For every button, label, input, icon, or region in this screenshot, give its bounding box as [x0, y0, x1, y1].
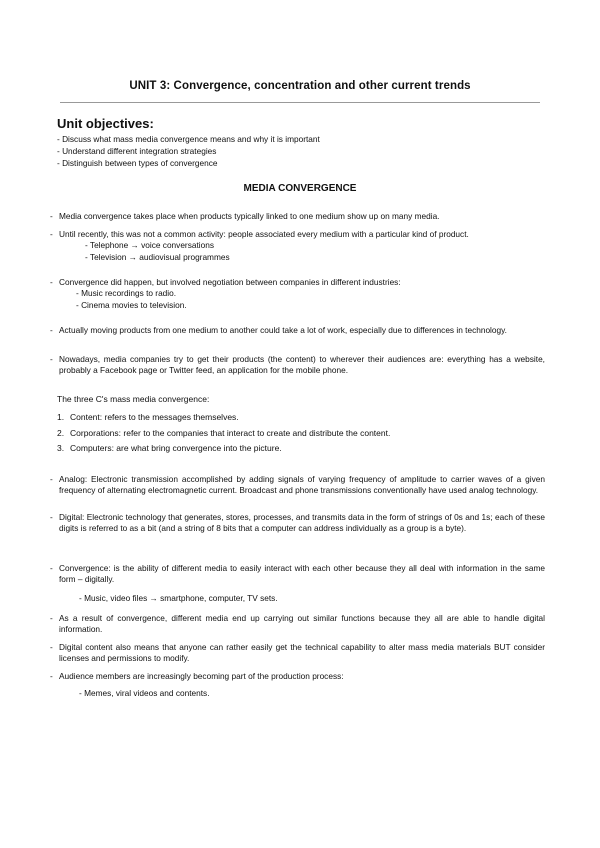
bullet-text: - Convergence did happen, but involved negotiation between companies in different industries:	[50, 277, 545, 288]
numbered-item	[57, 426, 390, 442]
bullet-text: - Digital: Electronic technology that generates, stores, processes, and transmits data in the form of strings of 0s and 1s; each of these digits is referred to as a bit (and a string of 8 bits that a computer can address individually as a group is a byte).	[50, 512, 545, 534]
bullet-block	[50, 671, 545, 700]
sub-bullet: - Music, video files → smartphone, computer, TV sets.	[79, 593, 278, 603]
item-number: 3.	[57, 443, 65, 453]
bullet-text: - Convergence: is the ability of different media to easily interact with each other because they all deal with information in the same form – digitally.	[50, 563, 545, 585]
sub-bullet: - Cinema movies to television.	[76, 299, 187, 310]
title-divider	[60, 102, 540, 103]
sub-bullet: - Memes, viral videos and contents.	[79, 688, 210, 698]
section-title: MEDIA CONVERGENCE	[243, 183, 357, 194]
bullet-text: - As a result of convergence, different media end up carrying out similar functions because they all are able to handle digital information.	[50, 613, 545, 635]
bullet-text: - Analog: Electronic transmission accomplished by adding signals of varying frequency of amplitude to carrier waves of a given frequency of alternating electromagnetic current. Broadcast and phone transmissions conventionally have used analog technology.	[50, 474, 545, 496]
bullet-text: - Digital content also means that anyone can rather easily get the technical capability to alter mass media materials BUT consider licenses and permissions to modify.	[50, 642, 545, 664]
bullet-block	[50, 325, 545, 336]
bullet-text: - Actually moving products from one medium to another could take a lot of work, especially due to differences in technology.	[50, 325, 545, 336]
bullet-block	[50, 563, 545, 605]
objectives-list	[57, 133, 320, 169]
bullet-text: - Until recently, this was not a common activity: people associated every medium with a particular kind of product.	[50, 229, 545, 240]
bullet-text: - Media convergence takes place when products typically linked to one medium show up on many media.	[50, 211, 545, 222]
bullet-block	[50, 211, 545, 222]
bullet-text: - Nowadays, media companies try to get their products (the content) to wherever their audiences are: everything has a website, probably a Facebook page or Twitter feed, an application for the mobile phone.	[50, 354, 545, 376]
bullet-block	[50, 642, 545, 664]
item-text: Computers: are what bring convergence into the picture.	[70, 443, 282, 453]
item-number: 1.	[57, 412, 65, 422]
bullet-block	[50, 277, 545, 311]
unit-title: UNIT 3: Convergence, concentration and other current trends	[129, 80, 471, 92]
item-text: Content: refers to the messages themselves.	[70, 412, 239, 422]
objective-item: - Distinguish between types of convergence	[57, 158, 218, 168]
sub-bullet: - Music recordings to radio.	[76, 288, 177, 298]
objective-item: - Discuss what mass media convergence means and why it is important	[57, 134, 320, 144]
bullet-block	[50, 474, 545, 496]
item-text: Corporations: refer to the companies that interact to create and distribute the content.	[70, 427, 391, 438]
objectives-heading: Unit objectives:	[57, 116, 154, 131]
objective-item: - Understand different integration strategies	[57, 146, 217, 156]
three-cs-list	[57, 410, 390, 457]
sub-bullet: - Television → audiovisual programmes	[85, 251, 230, 262]
bullet-block	[50, 512, 545, 534]
three-cs-intro: The three C's mass media convergence:	[57, 394, 210, 404]
bullet-block	[50, 354, 545, 376]
bullet-block	[50, 613, 545, 635]
item-number: 2.	[57, 427, 65, 438]
numbered-item	[57, 410, 390, 426]
sub-bullet: - Telephone → voice conversations	[85, 240, 214, 250]
bullet-text: - Audience members are increasingly becoming part of the production process:	[50, 671, 545, 682]
numbered-item	[57, 441, 390, 457]
bullet-block	[50, 229, 545, 263]
